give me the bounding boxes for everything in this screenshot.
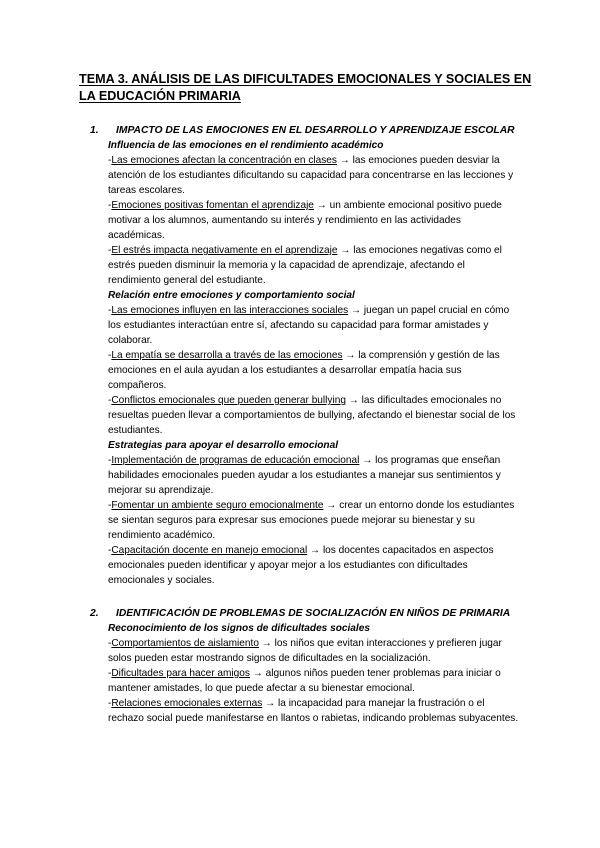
item-text: la incapacidad para manejar la frustración o el rechazo social puede manifestarse en llantos o rabietas, indicando problemas subyacentes. [108,698,519,724]
item-text: crear un entorno donde los estudiantes se sientan seguros para expresar sus emociones puede mejorar su bienestar y su rendimiento académico. [108,500,515,541]
section-body [108,621,520,726]
item-key: Las emociones afectan la concentración en clases [111,155,337,166]
arrow-icon: → [345,350,356,361]
item-key: Fomentar un ambiente seguro emocionalmente [111,500,324,511]
page-title: TEMA 3. ANÁLISIS DE LAS DIFICULTADES EMOCIONALES Y SOCIALES EN LA EDUCACIÓN PRIMARIA [79,72,532,103]
arrow-icon: → [362,455,373,466]
section-2 [82,607,532,726]
list-item: -Las emociones influyen en las interacciones sociales → juegan un papel crucial en cómo los estudiantes interactúan entre sí, afectando su capacidad para formar amistades y colaborar. [108,305,510,346]
subsection-title: Reconocimiento de los signos de dificultades sociales [108,623,370,634]
item-key: Conflictos emocionales que pueden generar bullying [111,395,346,406]
item-key: La empatía se desarrolla a través de las emociones [111,350,343,361]
list-item: -Emociones positivas fomentan el aprendizaje → un ambiente emocional positivo puede motivar a los alumnos, aumentando su interés y rendimiento en las actividades académicas. [108,200,502,241]
list-item: -Fomentar un ambiente seguro emocionalmente → crear un entorno donde los estudiantes se sientan seguros para expresar sus emociones puede mejorar su bienestar y su rendimiento académico. [108,500,515,541]
item-text: la comprensión y gestión de las emociones en el aula ayudan a los estudiantes a desarrollar empatía hacia sus compañeros. [108,350,500,391]
section-1 [82,124,532,588]
section-number: 1. [90,125,99,136]
item-text: juegan un papel crucial en cómo los estudiantes interactúan entre sí, afectando su capacidad para formar amistades y colaborar. [108,305,510,346]
arrow-icon: → [310,545,321,556]
subsection-title: Influencia de las emociones en el rendimiento académico [108,140,384,151]
list-item: -Relaciones emocionales externas → la incapacidad para manejar la frustración o el rechazo social puede manifestarse en llantos o rabietas, indicando problemas subyacentes. [108,698,519,724]
item-text: las dificultades emocionales no resueltas pueden llevar a comportamientos de bullying, afectando el bienestar social de los estudiantes. [108,395,516,436]
section-heading [82,124,532,138]
subsection-title: Estrategias para apoyar el desarrollo emocional [108,440,339,451]
arrow-icon: → [350,305,362,316]
list-item: -La empatía se desarrolla a través de las emociones → la comprensión y gestión de las emociones en el aula ayudan a los estudiantes a desarrollar empatía hacia sus compañeros. [108,350,500,391]
list-item: -El estrés impacta negativamente en el aprendizaje → las emociones negativas como el estrés pueden disminuir la memoria y la capacidad de aprendizaje, afectando el rendimiento general del estudiante. [108,245,502,286]
item-key: El estrés impacta negativamente en el aprendizaje [111,245,338,256]
arrow-icon: → [326,500,337,511]
subsection-title: Relación entre emociones y comportamiento social [108,290,355,301]
list-item: -Dificultades para hacer amigos → algunos niños pueden tener problemas para iniciar o mantener amistades, lo que puede afectar a su bienestar emocional. [108,668,501,694]
arrow-icon: → [261,638,272,649]
arrow-icon: → [252,668,263,679]
section-heading [82,607,532,621]
item-key: Las emociones influyen en las interacciones sociales [111,305,349,316]
item-text: los docentes capacitados en aspectos emocionales pueden identificar y apoyar mejor a los estudiantes con dificultades emocionales y sociales. [108,545,494,586]
item-key: Implementación de programas de educación emocional [111,455,360,466]
section-title: IMPACTO DE LAS EMOCIONES EN EL DESARROLLO Y APRENDIZAJE ESCOLAR [116,125,515,136]
list-item: -Comportamientos de aislamiento → los niños que evitan interacciones y prefieren jugar solos pueden estar mostrando signos de dificultades en la socialización. [108,638,502,664]
item-text: los programas que enseñan habilidades emocionales pueden ayudar a los estudiantes a manejar sus sentimientos y mejorar su aprendizaje. [108,455,501,496]
item-key: Comportamientos de aislamiento [111,638,259,649]
item-text: las emociones negativas como el estrés pueden disminuir la memoria y la capacidad de aprendizaje, afectando el rendimiento general del estudiante. [108,245,502,286]
arrow-icon: → [340,245,351,256]
item-text: algunos niños pueden tener problemas para iniciar o mantener amistades, lo que puede afectar a su bienestar emocional. [108,668,501,694]
list-item: -Las emociones afectan la concentración en clases → las emociones pueden desviar la atención de los estudiantes dificultando su capacidad para concentrarse en las lecciones y tareas escolares. [108,155,514,196]
item-key: Dificultades para hacer amigos [111,668,250,679]
item-key: Relaciones emocionales externas [111,698,263,709]
item-text: los niños que evitan interacciones y prefieren jugar solos pueden estar mostrando signos de dificultades en la socialización. [108,638,502,664]
list-item: -Implementación de programas de educación emocional → los programas que enseñan habilidades emocionales pueden ayudar a los estudiantes a manejar sus sentimientos y mejorar su aprendizaje. [108,455,501,496]
section-body [108,138,520,588]
list-item: -Capacitación docente en manejo emocional → los docentes capacitados en aspectos emocionales pueden identificar y apoyar mejor a los estudiantes con dificultades emocionales y sociales. [108,545,494,586]
arrow-icon: → [348,395,359,406]
arrow-icon: → [265,698,276,709]
arrow-icon: → [339,155,350,166]
section-title: IDENTIFICACIÓN DE PROBLEMAS DE SOCIALIZACIÓN EN NIÑOS DE PRIMARIA [116,608,511,619]
list-item: -Conflictos emocionales que pueden generar bullying → las dificultades emocionales no resueltas pueden llevar a comportamientos de bullying, afectando el bienestar social de los estudiantes. [108,395,516,436]
item-key: Emociones positivas fomentan el aprendizaje [111,200,314,211]
item-key: Capacitación docente en manejo emocional [111,545,308,556]
item-text: las emociones pueden desviar la atención de los estudiantes dificultando su capacidad para concentrarse en las lecciones y tareas escolares. [108,155,514,196]
item-text: un ambiente emocional positivo puede motivar a los alumnos, aumentando su interés y rendimiento en las actividades académicas. [108,200,502,241]
section-number: 2. [90,608,99,619]
arrow-icon: → [316,200,327,211]
